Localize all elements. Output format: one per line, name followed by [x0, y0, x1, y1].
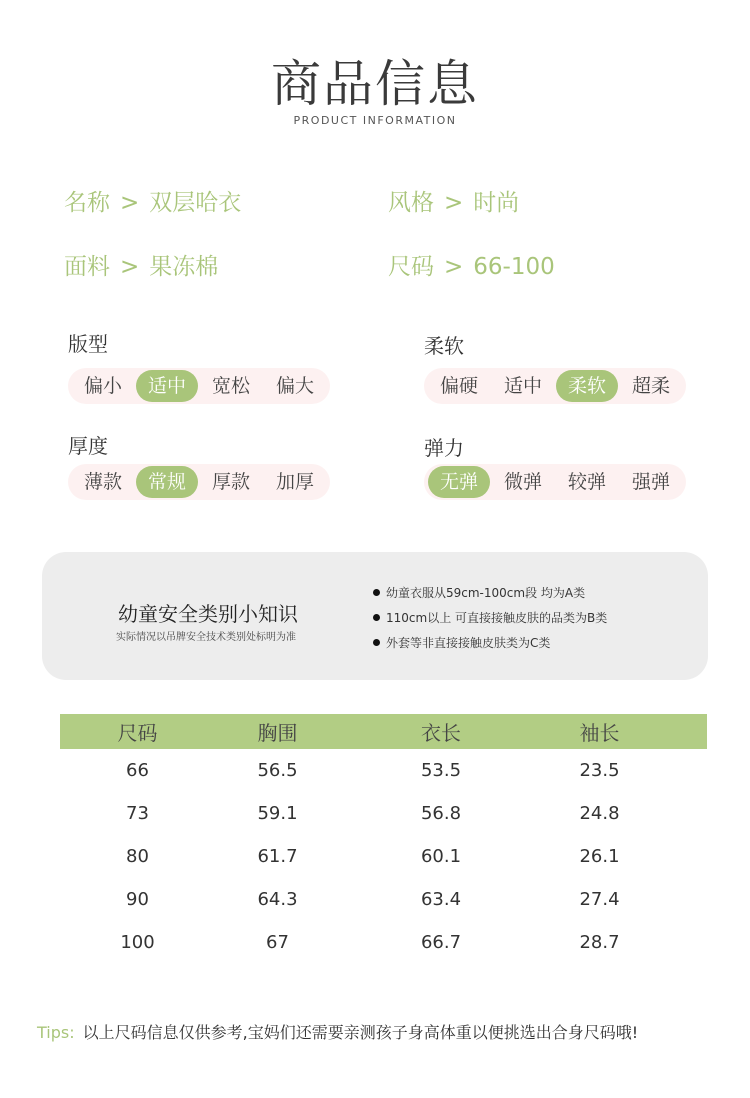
info-separator: > — [120, 254, 140, 280]
safety-points — [373, 585, 607, 660]
safety-title: 幼童安全类别小知识 — [118, 602, 298, 626]
info-label: 面料 — [64, 254, 110, 280]
table-row — [60, 921, 707, 964]
safety-point — [373, 585, 607, 610]
table-row — [60, 878, 707, 921]
info-value: 果冻棉 — [149, 254, 219, 280]
info-label: 名称 — [64, 190, 110, 216]
attr-option: 厚款 — [211, 471, 250, 493]
info-value: 66-100 — [473, 254, 555, 280]
bullet-icon — [373, 589, 380, 596]
table-row — [60, 749, 707, 792]
table-cell: 90 — [126, 889, 149, 910]
info-separator: > — [444, 254, 464, 280]
attr-option: 微弹 — [503, 471, 542, 493]
table-cell: 56.5 — [257, 760, 298, 781]
attr-option: 加厚 — [275, 471, 314, 493]
attr-options-thickness — [68, 464, 330, 500]
info-separator: > — [120, 190, 140, 216]
attr-option-selected: 柔软 — [556, 370, 618, 402]
size-table — [60, 714, 707, 964]
safety-subtitle: 实际情况以吊牌安全技术类别处标明为准 — [116, 632, 296, 643]
info-item-fabric — [64, 248, 218, 281]
info-label: 尺码 — [388, 254, 434, 280]
table-cell: 28.7 — [579, 932, 620, 953]
info-label: 风格 — [388, 190, 434, 216]
table-header-cell: 衣长 — [421, 721, 461, 745]
safety-point — [373, 610, 607, 635]
attr-option: 偏小 — [83, 375, 122, 397]
attr-option: 较弹 — [567, 471, 606, 493]
attr-title-thickness: 厚度 — [68, 434, 108, 458]
table-row — [60, 792, 707, 835]
table-header — [60, 714, 707, 749]
safety-point-text: 110cm以上 可直接接触皮肤的品类为B类 — [386, 611, 608, 625]
attr-option: 薄款 — [83, 471, 122, 493]
attr-option-selected: 无弹 — [428, 466, 490, 498]
table-header-cell: 胸围 — [257, 721, 298, 745]
bullet-icon — [373, 639, 380, 646]
table-cell: 80 — [126, 846, 149, 867]
table-header-cell: 袖长 — [579, 721, 620, 745]
table-cell: 66 — [126, 760, 149, 781]
page-title: 商品信息 — [271, 55, 479, 113]
table-cell: 60.1 — [420, 846, 462, 867]
info-item-style — [388, 184, 519, 217]
table-cell: 66.7 — [420, 932, 462, 953]
safety-point — [373, 635, 607, 660]
info-item-name — [64, 184, 241, 217]
attr-option: 宽松 — [211, 375, 250, 397]
info-item-size — [388, 248, 555, 281]
page-subtitle: PRODUCT INFORMATION — [293, 114, 457, 127]
attr-option: 适中 — [503, 375, 542, 397]
tips-label: Tips: — [37, 1023, 75, 1042]
tips-note — [37, 1020, 638, 1043]
table-cell: 27.4 — [579, 889, 620, 910]
attr-title-elasticity: 弹力 — [424, 436, 464, 460]
attr-option-selected: 适中 — [136, 370, 198, 402]
table-cell: 26.1 — [579, 846, 620, 867]
info-separator: > — [444, 190, 464, 216]
attr-option: 超柔 — [631, 375, 670, 397]
attr-option-selected: 常规 — [136, 466, 198, 498]
table-cell: 61.7 — [257, 846, 298, 867]
table-cell: 24.8 — [579, 803, 620, 824]
bullet-icon — [373, 614, 380, 621]
attr-title-softness: 柔软 — [424, 334, 464, 358]
table-cell: 67 — [266, 932, 289, 953]
table-cell: 63.4 — [420, 889, 462, 910]
table-cell: 53.5 — [420, 760, 462, 781]
safety-point-text: 外套等非直接接触皮肤类为C类 — [386, 636, 551, 650]
attr-title-fit: 版型 — [68, 332, 108, 356]
attr-option: 偏硬 — [439, 375, 478, 397]
attr-option: 偏大 — [275, 375, 314, 397]
table-cell: 23.5 — [579, 760, 620, 781]
safety-point-text: 幼童衣服从59cm-100cm段 均为A类 — [386, 586, 586, 600]
table-cell: 56.8 — [420, 803, 462, 824]
table-cell: 100 — [120, 932, 155, 953]
table-cell: 59.1 — [257, 803, 298, 824]
tips-text: 以上尺码信息仅供参考,宝妈们还需要亲测孩子身高体重以便挑选出合身尺码哦! — [82, 1023, 639, 1042]
attr-options-elasticity — [424, 464, 686, 500]
info-value: 双层哈衣 — [149, 190, 242, 216]
table-cell: 64.3 — [257, 889, 298, 910]
attr-option: 强弹 — [631, 471, 670, 493]
info-value: 时尚 — [473, 190, 520, 216]
attr-options-fit — [68, 368, 330, 404]
attr-options-softness — [424, 368, 686, 404]
table-cell: 73 — [126, 803, 149, 824]
table-row — [60, 835, 707, 878]
table-header-cell: 尺码 — [117, 721, 158, 745]
